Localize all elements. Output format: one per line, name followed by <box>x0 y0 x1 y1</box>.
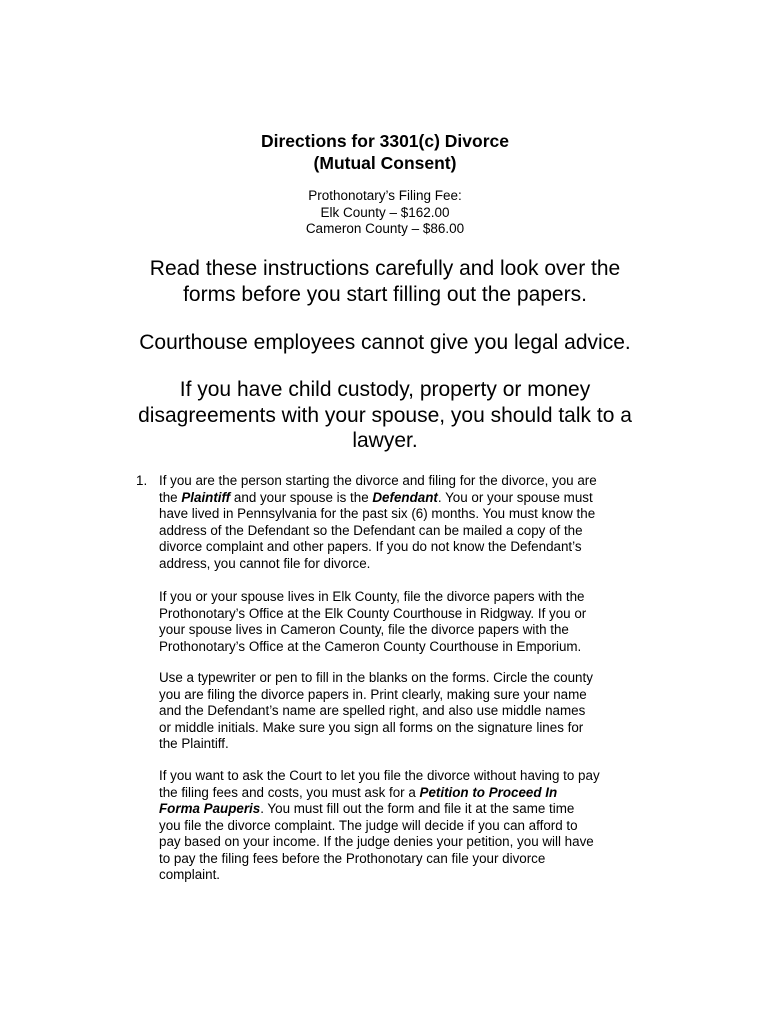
text-line <box>159 490 659 507</box>
plaintiff-defendant-paragraph <box>159 473 659 572</box>
read-instructions-notice-cont: forms before you start filling out the papers. <box>183 283 587 306</box>
text-span: the filing fees and costs, you must ask for a <box>159 784 420 800</box>
document-title: Directions for 3301(c) Divorce <box>260 131 509 151</box>
text-line: divorce complaint and other papers. If you do not know the Defendant’s <box>159 539 582 554</box>
text-line: If you want to ask the Court to let you file the divorce without having to pay <box>159 768 600 783</box>
text-line: and the Defendant’s name are spelled right, and also use middle names <box>159 703 586 718</box>
text-line: address of the Defendant so the Defendant can be mailed a copy of the <box>159 522 583 538</box>
lawyer-notice-cont: disagreements with your spouse, you should talk to a <box>138 404 632 427</box>
text-line: to pay the filing fees before the Prothonotary can file your divorce <box>159 850 546 866</box>
text-line: your spouse lives in Cameron County, file the divorce papers with the <box>159 622 569 637</box>
pauperis-term: Forma Pauperis <box>159 801 261 816</box>
list-item-number: 1. <box>136 473 148 488</box>
read-instructions-notice: Read these instructions carefully and look over the <box>149 257 621 280</box>
form-completion-paragraph <box>159 670 659 753</box>
text-line: have lived in Pennsylvania for the past six (6) months. You must know the <box>159 506 596 521</box>
text-span: the <box>159 489 182 505</box>
text-line: Use a typewriter or pen to fill in the blanks on the forms. Circle the county <box>159 670 593 685</box>
defendant-term: Defendant <box>372 489 438 505</box>
text-line: If you are the person starting the divorce and filing for the divorce, you are <box>159 473 597 488</box>
lawyer-notice: If you have child custody, property or money <box>179 378 591 401</box>
text-line: you file the divorce complaint. The judge will decide if you can afford to <box>159 817 578 833</box>
elk-county-fee: Elk County – $162.00 <box>320 205 450 220</box>
text-line: address, you cannot file for divorce. <box>159 555 371 571</box>
document-subtitle: (Mutual Consent) <box>313 153 457 173</box>
filing-location-paragraph <box>159 589 659 655</box>
plaintiff-term: Plaintiff <box>181 489 231 505</box>
petition-term: Petition to Proceed In <box>419 784 558 800</box>
text-line: If you or your spouse lives in Elk County, file the divorce papers with the <box>159 589 585 604</box>
text-line: pay based on your income. If the judge denies your petition, you will have <box>159 834 594 849</box>
text-line: Prothonotary’s Office at the Cameron County Courthouse in Emporium. <box>159 638 582 654</box>
text-line: the Plaintiff. <box>159 736 229 751</box>
fee-waiver-paragraph <box>159 768 659 884</box>
text-line: complaint. <box>159 867 221 882</box>
text-line: Prothonotary’s Office at the Elk County Courthouse in Ridgway. If you or <box>159 605 587 621</box>
text-span: and your spouse is the <box>230 489 373 505</box>
cameron-county-fee: Cameron County – $86.00 <box>305 221 465 236</box>
text-line: or middle initials. Make sure you sign all forms on the signature lines for <box>159 719 584 735</box>
text-span: . You or your spouse must <box>437 489 593 505</box>
text-line: you are filing the divorce papers in. Print clearly, making sure your name <box>159 686 587 702</box>
text-line <box>159 785 659 802</box>
lawyer-notice-end: lawyer. <box>352 429 418 452</box>
text-line <box>159 801 659 818</box>
text-span: . You must fill out the form and file it at the same time <box>260 801 575 816</box>
legal-advice-notice: Courthouse employees cannot give you legal advice. <box>139 331 631 354</box>
filing-fee-heading: Prothonotary’s Filing Fee: <box>308 188 462 203</box>
